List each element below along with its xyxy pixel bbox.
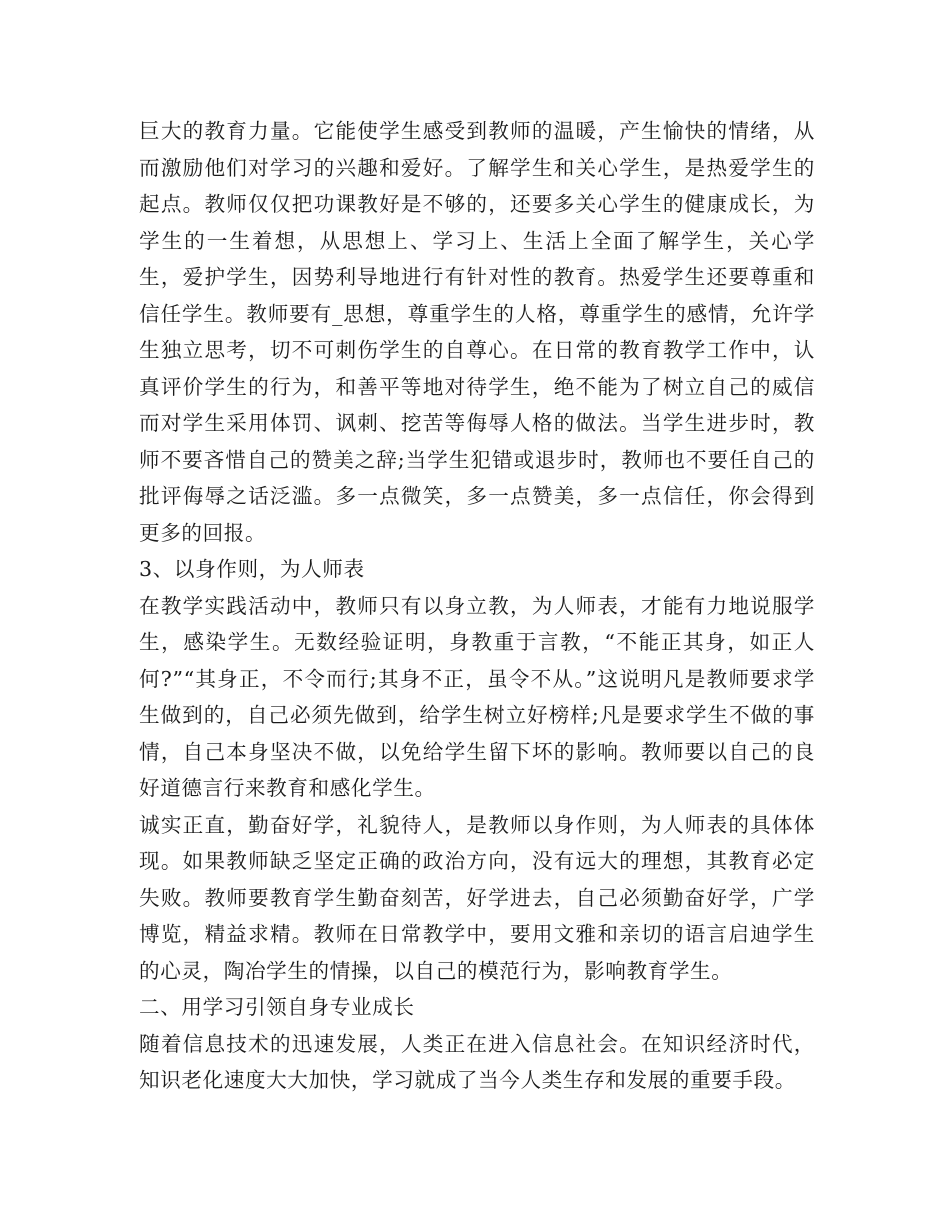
paragraph-honesty-diligence: 诚实正直，勤奋好学，礼貌待人，是教师以身作则，为人师表的具体体现。如果教师缺乏坚定正确的政治方向，没有远大的理想，其教育必定失败。教师要教育学生勤奋刻苦，好学进去，自己必须勤奋好学，广学博览，精益求精。教师在日常教学中，要用文雅和亲切的语言启迪学生的心灵，陶冶学生的情操，以自己的模范行为，影响教育学生。 xyxy=(139,812,815,983)
section-heading-learning-growth: 二、用学习引领自身专业成长 xyxy=(139,995,415,1019)
paragraph-love-students-continued: 巨大的教育力量。它能使学生感受到教师的温暖，产生愉快的情绪，从而激励他们对学习的兴趣和爱好。了解学生和关心学生，是热爱学生的起点。教师仅仅把功课教好是不够的，还要多关心学生的健康成长，为学生的一生着想，从思想上、学习上、生活上全面了解学生，关心学生，爱护学生，因势利导地进行有针对性的教育。热爱学生还要尊重和信任学生。教师要有_思想，尊重学生的人格，尊重学生的感情，允许学生独立思考，切不可刺伤学生的自尊心。在日常的教育教学工作中，认真评价学生的行为，和善平等地对待学生，绝不能为了树立自己的威信而对学生采用体罚、讽刺、挖苦等侮辱人格的做法。当学生进步时，教师不要吝惜自己的赞美之辞;当学生犯错或退步时，教师也不要任自己的批评侮辱之话泛滥。多一点微笑，多一点赞美，多一点信任，你会得到更多的回报。 xyxy=(139,119,815,545)
document-body xyxy=(139,113,815,1099)
section-heading-lead-by-example: 3、以身作则，为人师表 xyxy=(139,557,365,581)
paragraph-teach-by-example: 在教学实践活动中，教师只有以身立教，为人师表，才能有力地说服学生，感染学生。无数经验证明，身教重于言教，“不能正其身，如正人何?”“其身正，不令而行;其身不正，虽令不从。”这说明凡是教师要求学生做到的，自己必须先做到，给学生树立好榜样;凡是要求学生不做的事情，自己本身坚决不做，以免给学生留下坏的影响。教师要以自己的良好道德言行来教育和感化学生。 xyxy=(139,593,815,800)
paragraph-information-society: 随着信息技术的迅速发展，人类正在进入信息社会。在知识经济时代，知识老化速度大大加快，学习就成了当今人类生存和发展的重要手段。 xyxy=(139,1031,815,1092)
